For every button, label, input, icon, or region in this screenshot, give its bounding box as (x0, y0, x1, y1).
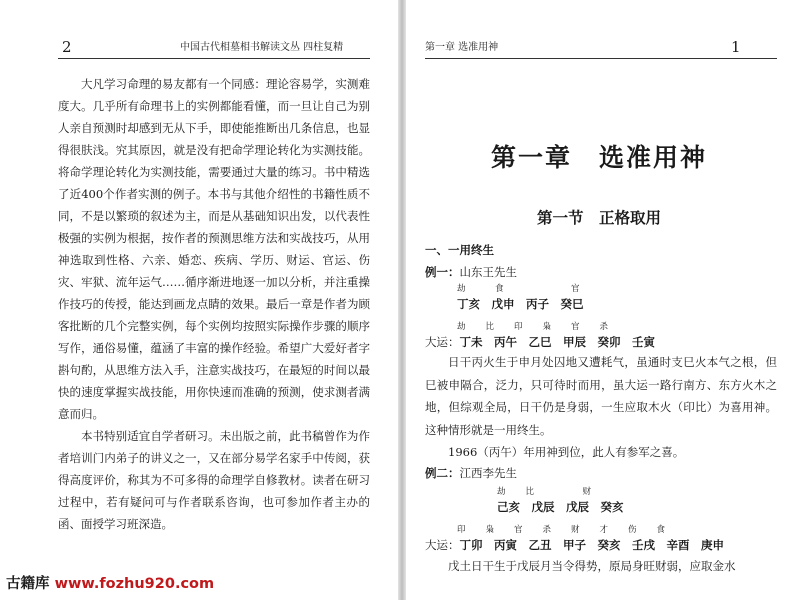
example-2-heading (425, 465, 777, 481)
example-1-heading (425, 264, 777, 280)
example-1-name: 山东王先生 (459, 265, 517, 279)
example-1-luck-label: 大运： (425, 335, 460, 349)
watermark-url: www.fozhu920.com (54, 576, 215, 592)
left-paragraph-1: 大凡学习命理的易友都有一个同感：理论容易学，实测难度大。几乎所有命理书上的实例都能看懂，而一旦让自己为别人亲自预测时却感到无从下手，即使能推断出几条信息，也显得很肤浅。究其原因，就是没有把命学理论转化为实测技能。将命学理论转化为实测技能，需要通过大量的练习。书中精选了近400个作者实测的例子。本书与其他介绍性的书籍性质不同，不是以繁琐的叙述为主，而是从基础知识出发，以代表性极强的实例为根据，按作者的预测思维方法和实战技巧，从用神选取到性格、六亲、婚恋、疾病、学历、财运、官运、伤灾、牢狱、流年运气……循序渐进地逐一加以分析，并注重操作技巧的传授，能达到画龙点睛的效果。最后一章是作者为顾客批断的几个完整实例，每个实例均按照实际操作步骤的顺序写作，通俗易懂，蕴涵了丰富的操作经验。希望广大爱好者字斟句酌，从思维方法入手，注意实战技巧，在最短的时间以最快的速度掌握实战技能，用你快速而准确的预测，使求测者满意而归。 (58, 77, 370, 421)
example-2-label: 例二： (425, 466, 460, 480)
left-paragraph-2: 本书特别适宜自学者研习。未出版之前，此书稿曾作为作者培训门内弟子的讲义之一，又在部分易学名家手中传阅，获得高度评价，称其为不可多得的命理学自修教材。读者在研习过程中，若有疑问可与作者联系咨询，也可参加作者主办的函、面授学习班深造。 (58, 429, 370, 531)
example-1-paragraph-2: 1966（丙午）年用神到位，此人有参军之喜。 (448, 445, 685, 459)
right-page (405, 0, 793, 600)
left-running-header: 中国古代相墓相书解读文丛 四柱复精 (180, 42, 344, 53)
example-2-pillars: 己亥 戊辰 戊辰 癸亥 (497, 500, 624, 514)
example-1-paragraph-1: 日干丙火生于申月处囚地又遭耗气，虽通时支巳火本气之根，但巳被申隔合，泛力，只可待时而用，虽大运一路行南方、东方火木之地，但综观全局，日干仍是身弱，一生应取木火（印比）为喜用神。这种情形就是一用终生。 (425, 355, 777, 437)
right-page-number: 1 (731, 38, 741, 56)
chapter-title: 第一章 选准用神 (490, 143, 707, 172)
example-1-luck-pillars: 丁未 丙午 乙巳 甲辰 癸卯 壬寅 (459, 335, 655, 349)
example-2-luck-gods: 印 枭 官 杀 财 才 伤 食 (457, 525, 667, 535)
example-2-name: 江西李先生 (459, 466, 517, 480)
example-1-luck-gods: 劫 比 印 枭 官 杀 (457, 322, 610, 332)
left-page-number: 2 (62, 38, 72, 56)
example-1-ten-gods: 劫 食 官 (457, 284, 581, 294)
example-1-pillars: 丁亥 戊申 丙子 癸巳 (457, 297, 584, 311)
example-2-luck-row (425, 537, 777, 553)
right-running-header: 第一章 选准用神 (425, 42, 499, 53)
site-watermark (6, 572, 214, 593)
example-2-luck-label: 大运： (425, 538, 460, 552)
watermark-brand: 古籍库 (6, 576, 50, 592)
right-header-rule (425, 58, 777, 59)
example-1-analysis (425, 351, 777, 464)
example-2-ten-gods: 劫 比 财 (497, 487, 593, 497)
section-title: 第一节 正格取用 (536, 209, 661, 227)
example-2-analysis (425, 555, 777, 578)
example-2-luck-pillars: 丁卯 丙寅 乙丑 甲子 癸亥 壬戌 辛酉 庚申 (459, 538, 724, 552)
example-2-paragraph: 戊土日干生于戊辰月当令得势，原局身旺财弱，应取金水 (448, 559, 736, 573)
left-body-text (58, 73, 370, 535)
example-1-label: 例一： (425, 265, 460, 279)
left-header-rule (58, 58, 370, 59)
example-1-luck-row (425, 334, 777, 350)
subsection-heading: 一、一用终生 (425, 243, 494, 257)
